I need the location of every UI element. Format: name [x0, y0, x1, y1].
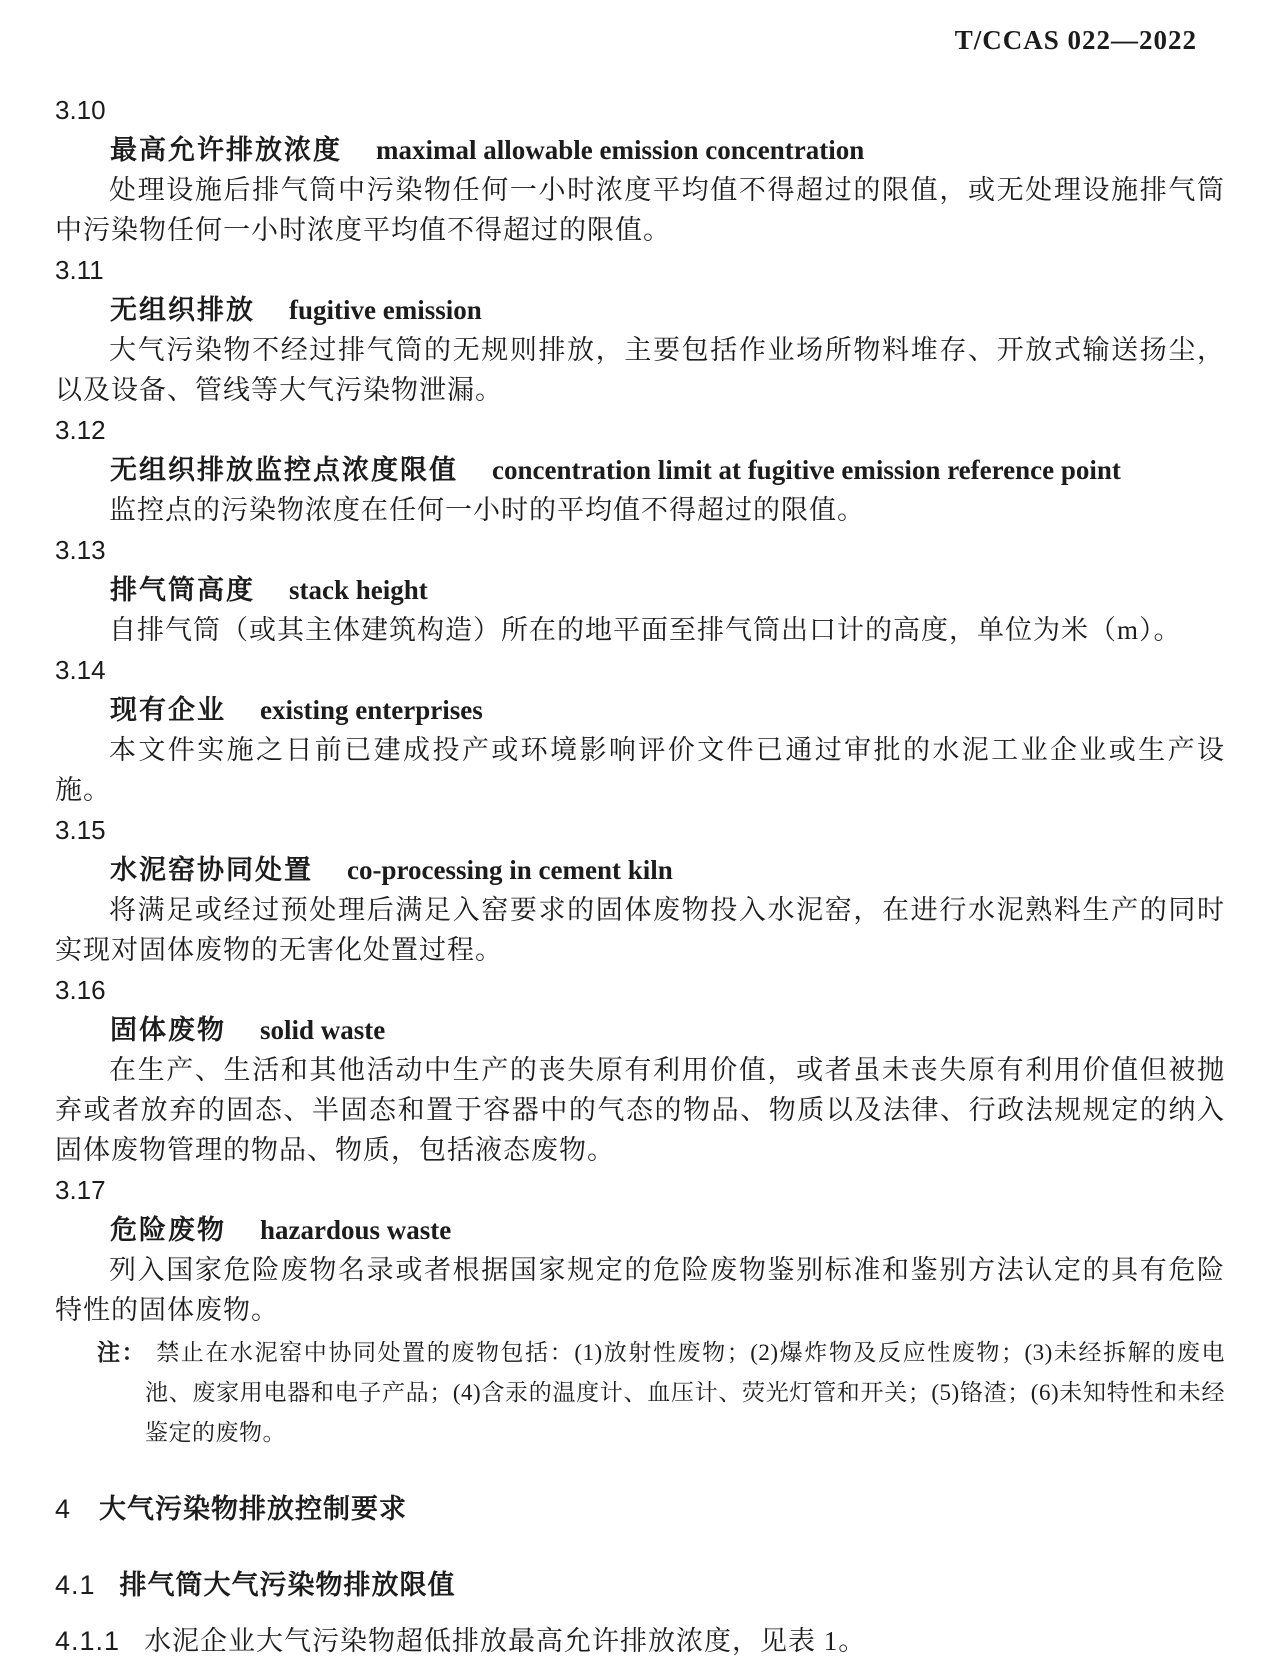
term-en: co-processing in cement kiln [347, 855, 673, 885]
clause [55, 1621, 1225, 1661]
term-definition: 本文件实施之日前已建成投产或环境影响评价文件已通过审批的水泥工业企业或生产设施。 [55, 735, 1225, 805]
term-section-3-15 [55, 810, 1225, 970]
term-definition: 大气污染物不经过排气筒的无规则排放，主要包括作业场所物料堆存、开放式输送扬尘，以及设备、管线等大气污染物泄漏。 [55, 335, 1225, 405]
term-definition: 在生产、生活和其他活动中生产的丧失原有利用价值，或者虽未丧失原有利用价值但被抛弃或者放弃的固态、半固态和置于容器中的气态的物品、物质以及法律、行政法规规定的纳入固体废物管理的物品、物质，包括液态废物。 [55, 1055, 1225, 1165]
section-number: 3.11 [55, 255, 104, 285]
section-number: 3.16 [55, 975, 106, 1005]
term-en: maximal allowable emission concentration [376, 135, 865, 165]
term-section-3-10 [55, 90, 1225, 250]
term-en: hazardous waste [260, 1215, 452, 1245]
term-zh: 现有企业 [110, 695, 226, 725]
term-section-3-11 [55, 250, 1225, 410]
term-section-3-14 [55, 650, 1225, 810]
term-line [55, 1010, 1225, 1050]
term-line [55, 130, 1225, 170]
term-line [55, 570, 1225, 610]
chapter-title: 大气污染物排放控制要求 [99, 1494, 408, 1524]
section-number: 3.15 [55, 815, 106, 845]
term-zh: 水泥窑协同处置 [110, 855, 313, 885]
term-zh: 危险废物 [110, 1215, 226, 1245]
section-number: 3.14 [55, 655, 106, 685]
term-definition: 处理设施后排气筒中污染物任何一小时浓度平均值不得超过的限值，或无处理设施排气筒中污染物任何一小时浓度平均值不得超过的限值。 [55, 175, 1225, 245]
note-text: 禁止在水泥窑中协同处置的废物包括：(1)放射性废物；(2)爆炸物及反应性废物；(3)未经拆解的废电池、废家用电器和电子产品；(4)含汞的温度计、血压计、荧光灯管和开关；(5)铬渣；(6)未知特性和未经鉴定的废物。 [145, 1340, 1225, 1445]
term-definition: 自排气筒（或其主体建筑构造）所在的地平面至排气筒出口计的高度，单位为米（m）。 [109, 615, 1182, 645]
term-en: concentration limit at fugitive emission reference point [492, 455, 1121, 485]
section-number: 3.12 [55, 415, 106, 445]
term-en: existing enterprises [260, 695, 483, 725]
term-definition: 列入国家危险废物名录或者根据国家规定的危险废物鉴别标准和鉴别方法认定的具有危险特性的固体废物。 [55, 1255, 1225, 1325]
term-zh: 固体废物 [110, 1015, 226, 1045]
term-en: solid waste [260, 1015, 386, 1045]
term-line [55, 450, 1225, 490]
term-zh: 排气筒高度 [110, 575, 255, 605]
section-number: 3.17 [55, 1175, 106, 1205]
term-zh: 无组织排放监控点浓度限值 [110, 455, 458, 485]
doc-code-header: T/CCAS 022—2022 [954, 25, 1197, 55]
term-section-3-12 [55, 410, 1225, 530]
term-en: stack height [289, 575, 428, 605]
section-note [55, 1332, 1225, 1453]
term-line [55, 1210, 1225, 1250]
term-section-3-17 [55, 1170, 1225, 1453]
clause-text: 水泥企业大气污染物超低排放最高允许排放浓度，见表 1。 [144, 1626, 867, 1656]
section-number: 3.10 [55, 95, 106, 125]
subsection-number: 4.1 [55, 1570, 96, 1600]
term-line [55, 850, 1225, 890]
note-label: 注： [97, 1339, 147, 1365]
term-definition: 将满足或经过预处理后满足入窑要求的固体废物投入水泥窑，在进行水泥熟料生产的同时实现对固体废物的无害化处置过程。 [55, 895, 1225, 965]
subsection-heading [55, 1565, 1225, 1605]
chapter-number: 4 [55, 1494, 72, 1524]
term-en: fugitive emission [289, 295, 482, 325]
chapter-heading [55, 1489, 1225, 1529]
term-definition: 监控点的污染物浓度在任何一小时的平均值不得超过的限值。 [109, 495, 865, 525]
term-section-3-13 [55, 530, 1225, 650]
term-line [55, 290, 1225, 330]
term-line [55, 690, 1225, 730]
term-zh: 最高允许排放浓度 [110, 135, 342, 165]
section-number: 3.13 [55, 535, 106, 565]
clause-number: 4.1.1 [55, 1626, 121, 1656]
subsection-title: 排气筒大气污染物排放限值 [119, 1570, 456, 1600]
term-section-3-16 [55, 970, 1225, 1170]
term-zh: 无组织排放 [110, 295, 255, 325]
